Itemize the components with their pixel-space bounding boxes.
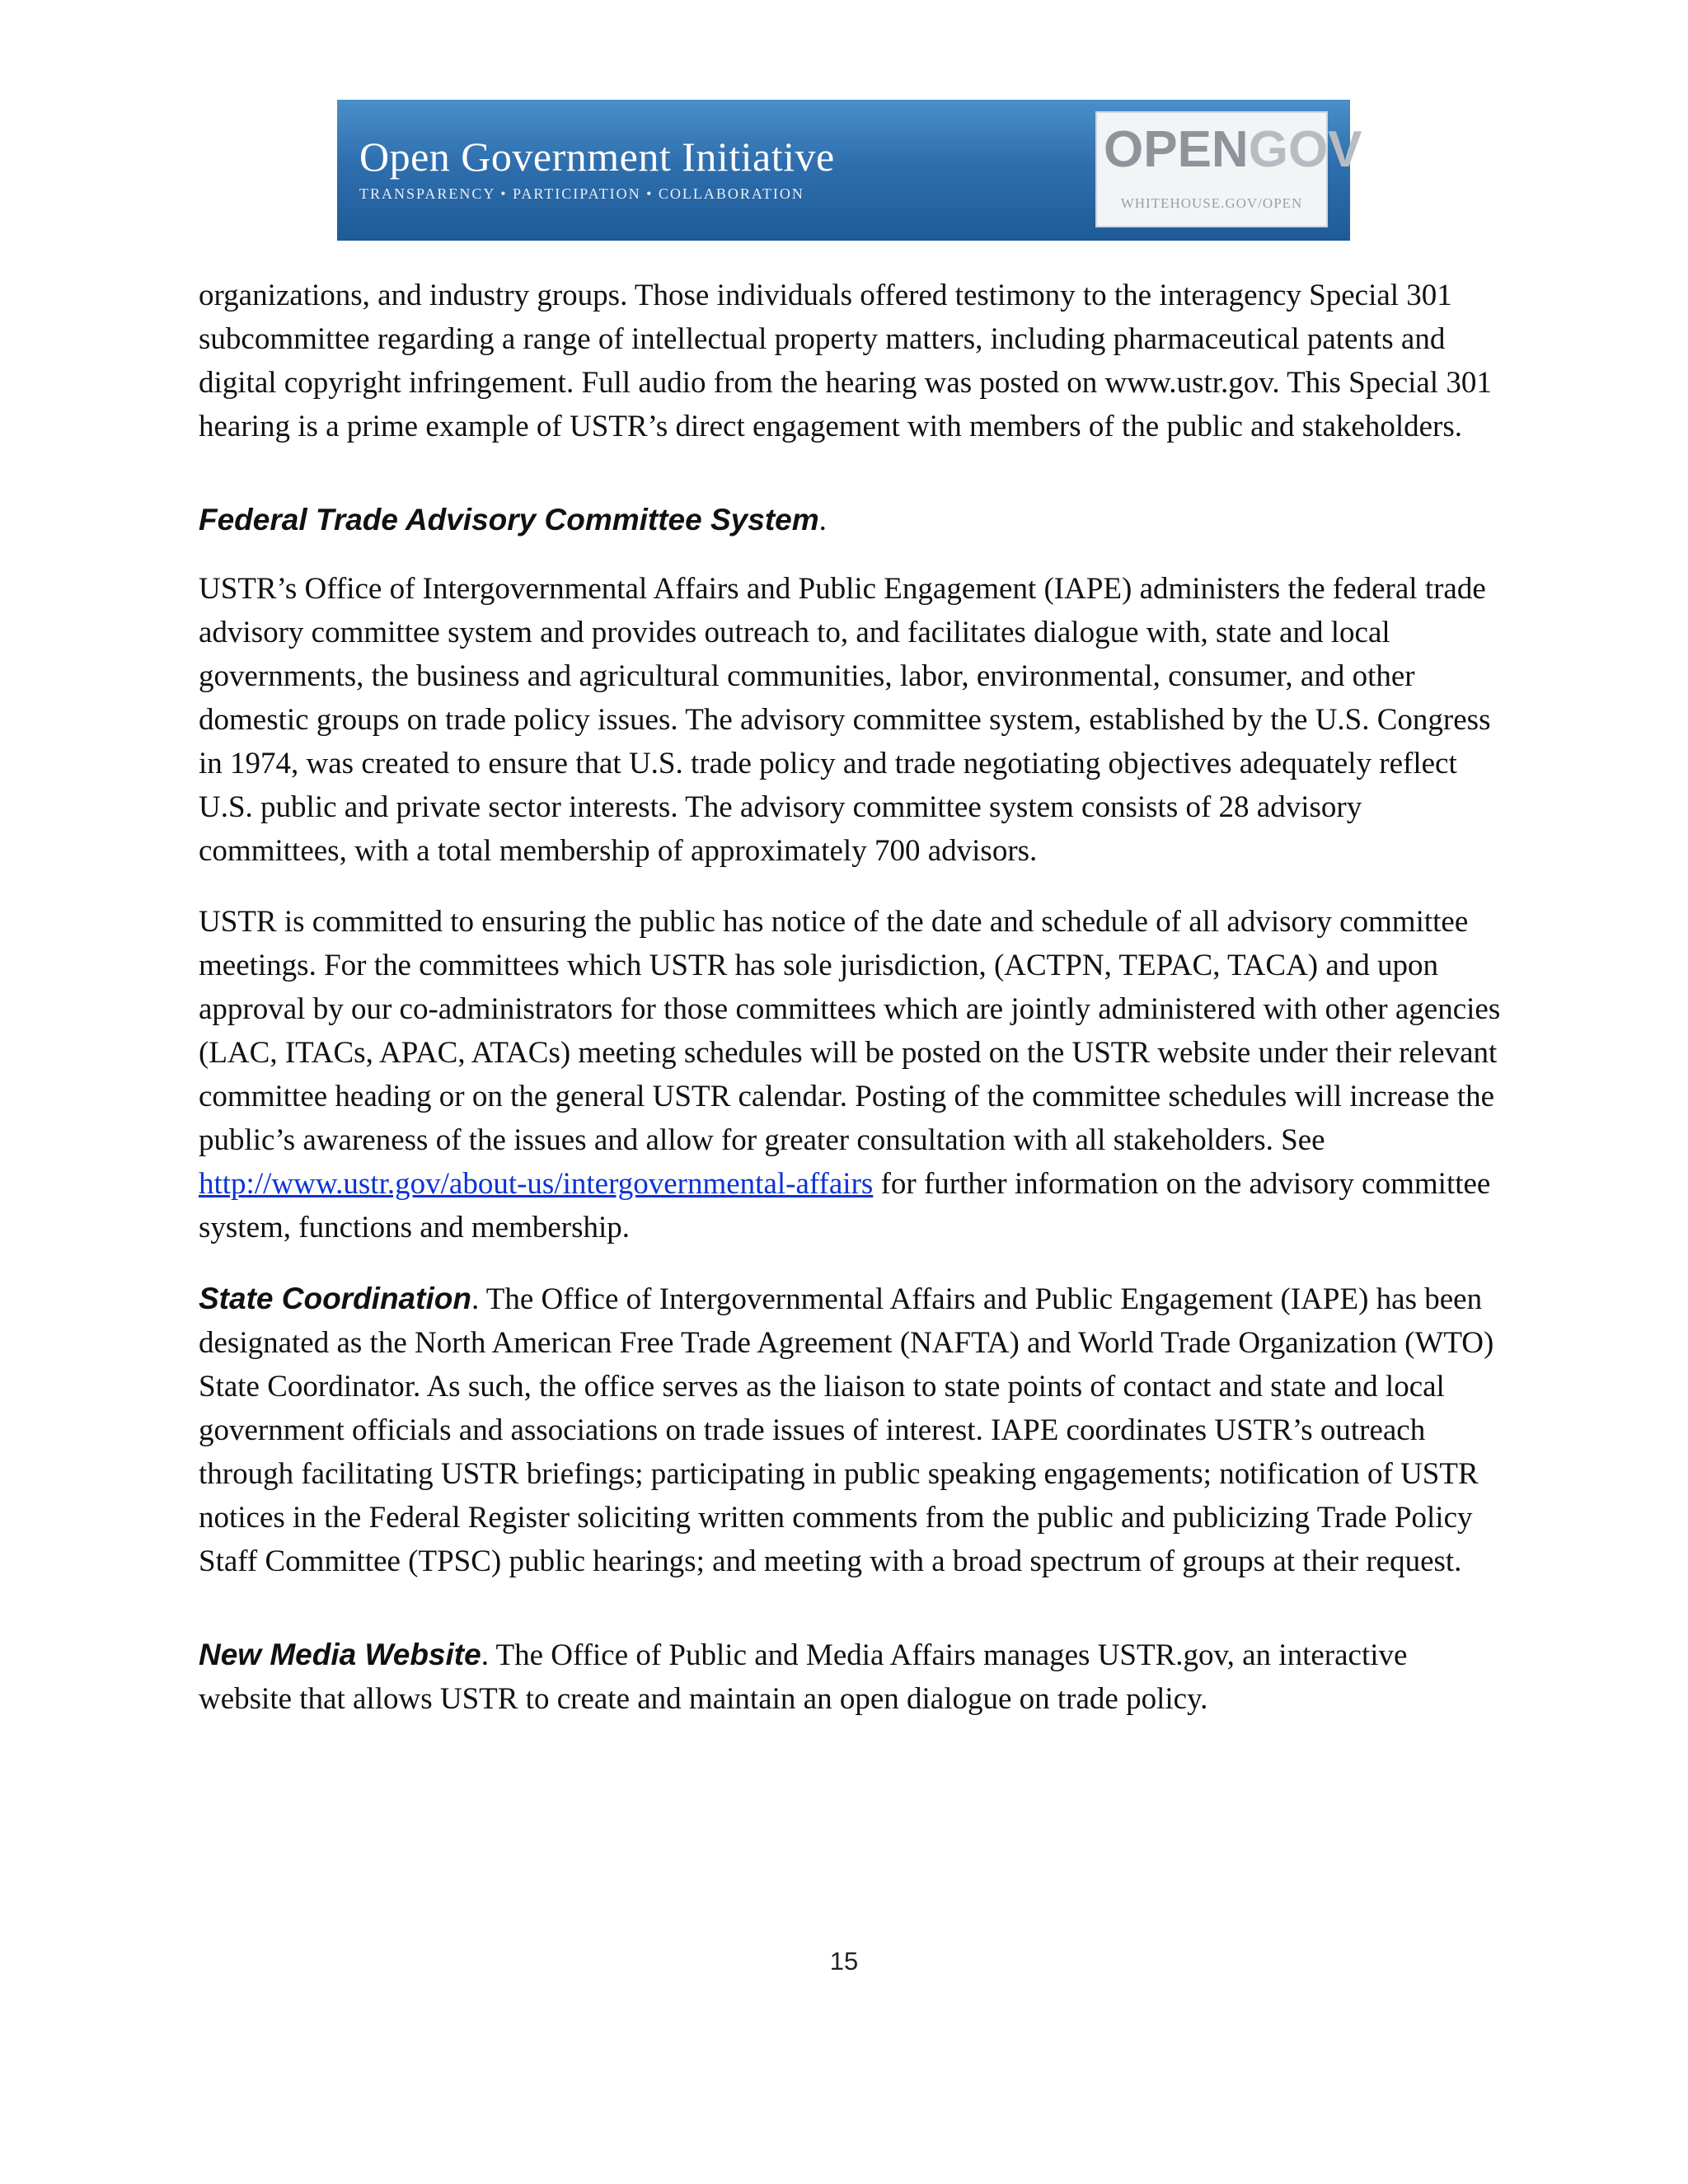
badge-gov-text: GOV [1248,121,1362,178]
paragraph-committee-meetings [199,900,1501,1249]
paragraph-special-301: organizations, and industry groups. Those individuals offered testimony to the interagency Special 301 subcommittee regarding a range of intellectual property matters, including pharmaceutical patents and digital copyright infringement. Full audio from the hearing was posted on www.ustr.gov. This Special 301 hearing is a prime example of USTR’s direct engagement with members of the public and stakeholders. [199,279,1492,443]
badge-open-text: OPEN [1104,121,1249,178]
federal-trade-heading [199,498,1501,542]
banner-title: Open Government Initiative [359,134,835,180]
paragraph-new-media [199,1633,1501,1721]
new-media-heading: New Media Website [199,1638,481,1671]
document-body [199,274,1501,1721]
new-media-text: . The Office of Public and Media Affairs manages USTR.gov, an interactive website that allows USTR to create and maintain an open dialogue on trade policy. [199,1638,1408,1716]
opengov-badge [1095,111,1362,227]
banner-tagline: TRANSPARENCY • PARTICIPATION • COLLABORATION [359,185,804,202]
intergovernmental-affairs-link[interactable]: http://www.ustr.gov/about-us/intergovernmental-affairs [199,1167,874,1201]
state-coordination-text: . The Office of Intergovernmental Affairs and Public Engagement (IAPE) has been designated as the North American Free Trade Agreement (NAFTA) and World Trade Organization (WTO) State Coordinator. As such, the office serves as the liaison to state points of contact and state and local government officials and associations on trade issues of interest. IAPE coordinates USTR’s outreach through facilitating USTR briefings; participating in public speaking engagements; notification of USTR notices in the Federal Register soliciting written comments from the public and publicizing Trade Policy Staff Committee (TPSC) public hearings; and meeting with a broad spectrum of groups at their request. [199,1282,1494,1578]
open-government-banner [337,100,1362,241]
page-number: 15 [829,1947,859,1975]
state-coordination-heading: State Coordination [199,1282,471,1315]
federal-trade-heading-suffix: . [818,504,827,537]
federal-trade-heading-text: Federal Trade Advisory Committee System [199,503,819,537]
paragraph-state-coordination [199,1277,1501,1583]
badge-url: WHITEHOUSE.GOV/OPEN [1120,195,1303,211]
committee-meetings-text-end: for further information on the advisory committee system, functions and membership. [199,1167,1491,1244]
paragraph-iape-advisory: USTR’s Office of Intergovernmental Affairs and Public Engagement (IAPE) administers the federal trade advisory committee system and provides outreach to, and facilitates dialogue with, state and local governments, the business and agricultural communities, labor, environmental, consumer, and other domestic groups on trade policy issues. The advisory committee system, established by the U.S. Congress in 1974, was created to ensure that U.S. trade policy and trade negotiating objectives adequately reflect U.S. public and private sector interests. The advisory committee system consists of 28 advisory committees, with a total membership of approximately 700 advisors. [199,572,1491,868]
committee-meetings-text: USTR is committed to ensuring the public has notice of the date and schedule of all advisory committee meetings. For the committees which USTR has sole jurisdiction, (ACTPN, TEPAC, TACA) and upon approval by our co-administrators for those committees which are jointly administered with other agencies (LAC, ITACs, APAC, ATACs) meeting schedules will be posted on the USTR website under their relevant committee heading or on the general USTR calendar. Posting of the committee schedules will increase the public’s awareness of the issues and allow for greater consultation with all stakeholders. See [199,905,1501,1157]
opengov-logo [1104,121,1362,179]
